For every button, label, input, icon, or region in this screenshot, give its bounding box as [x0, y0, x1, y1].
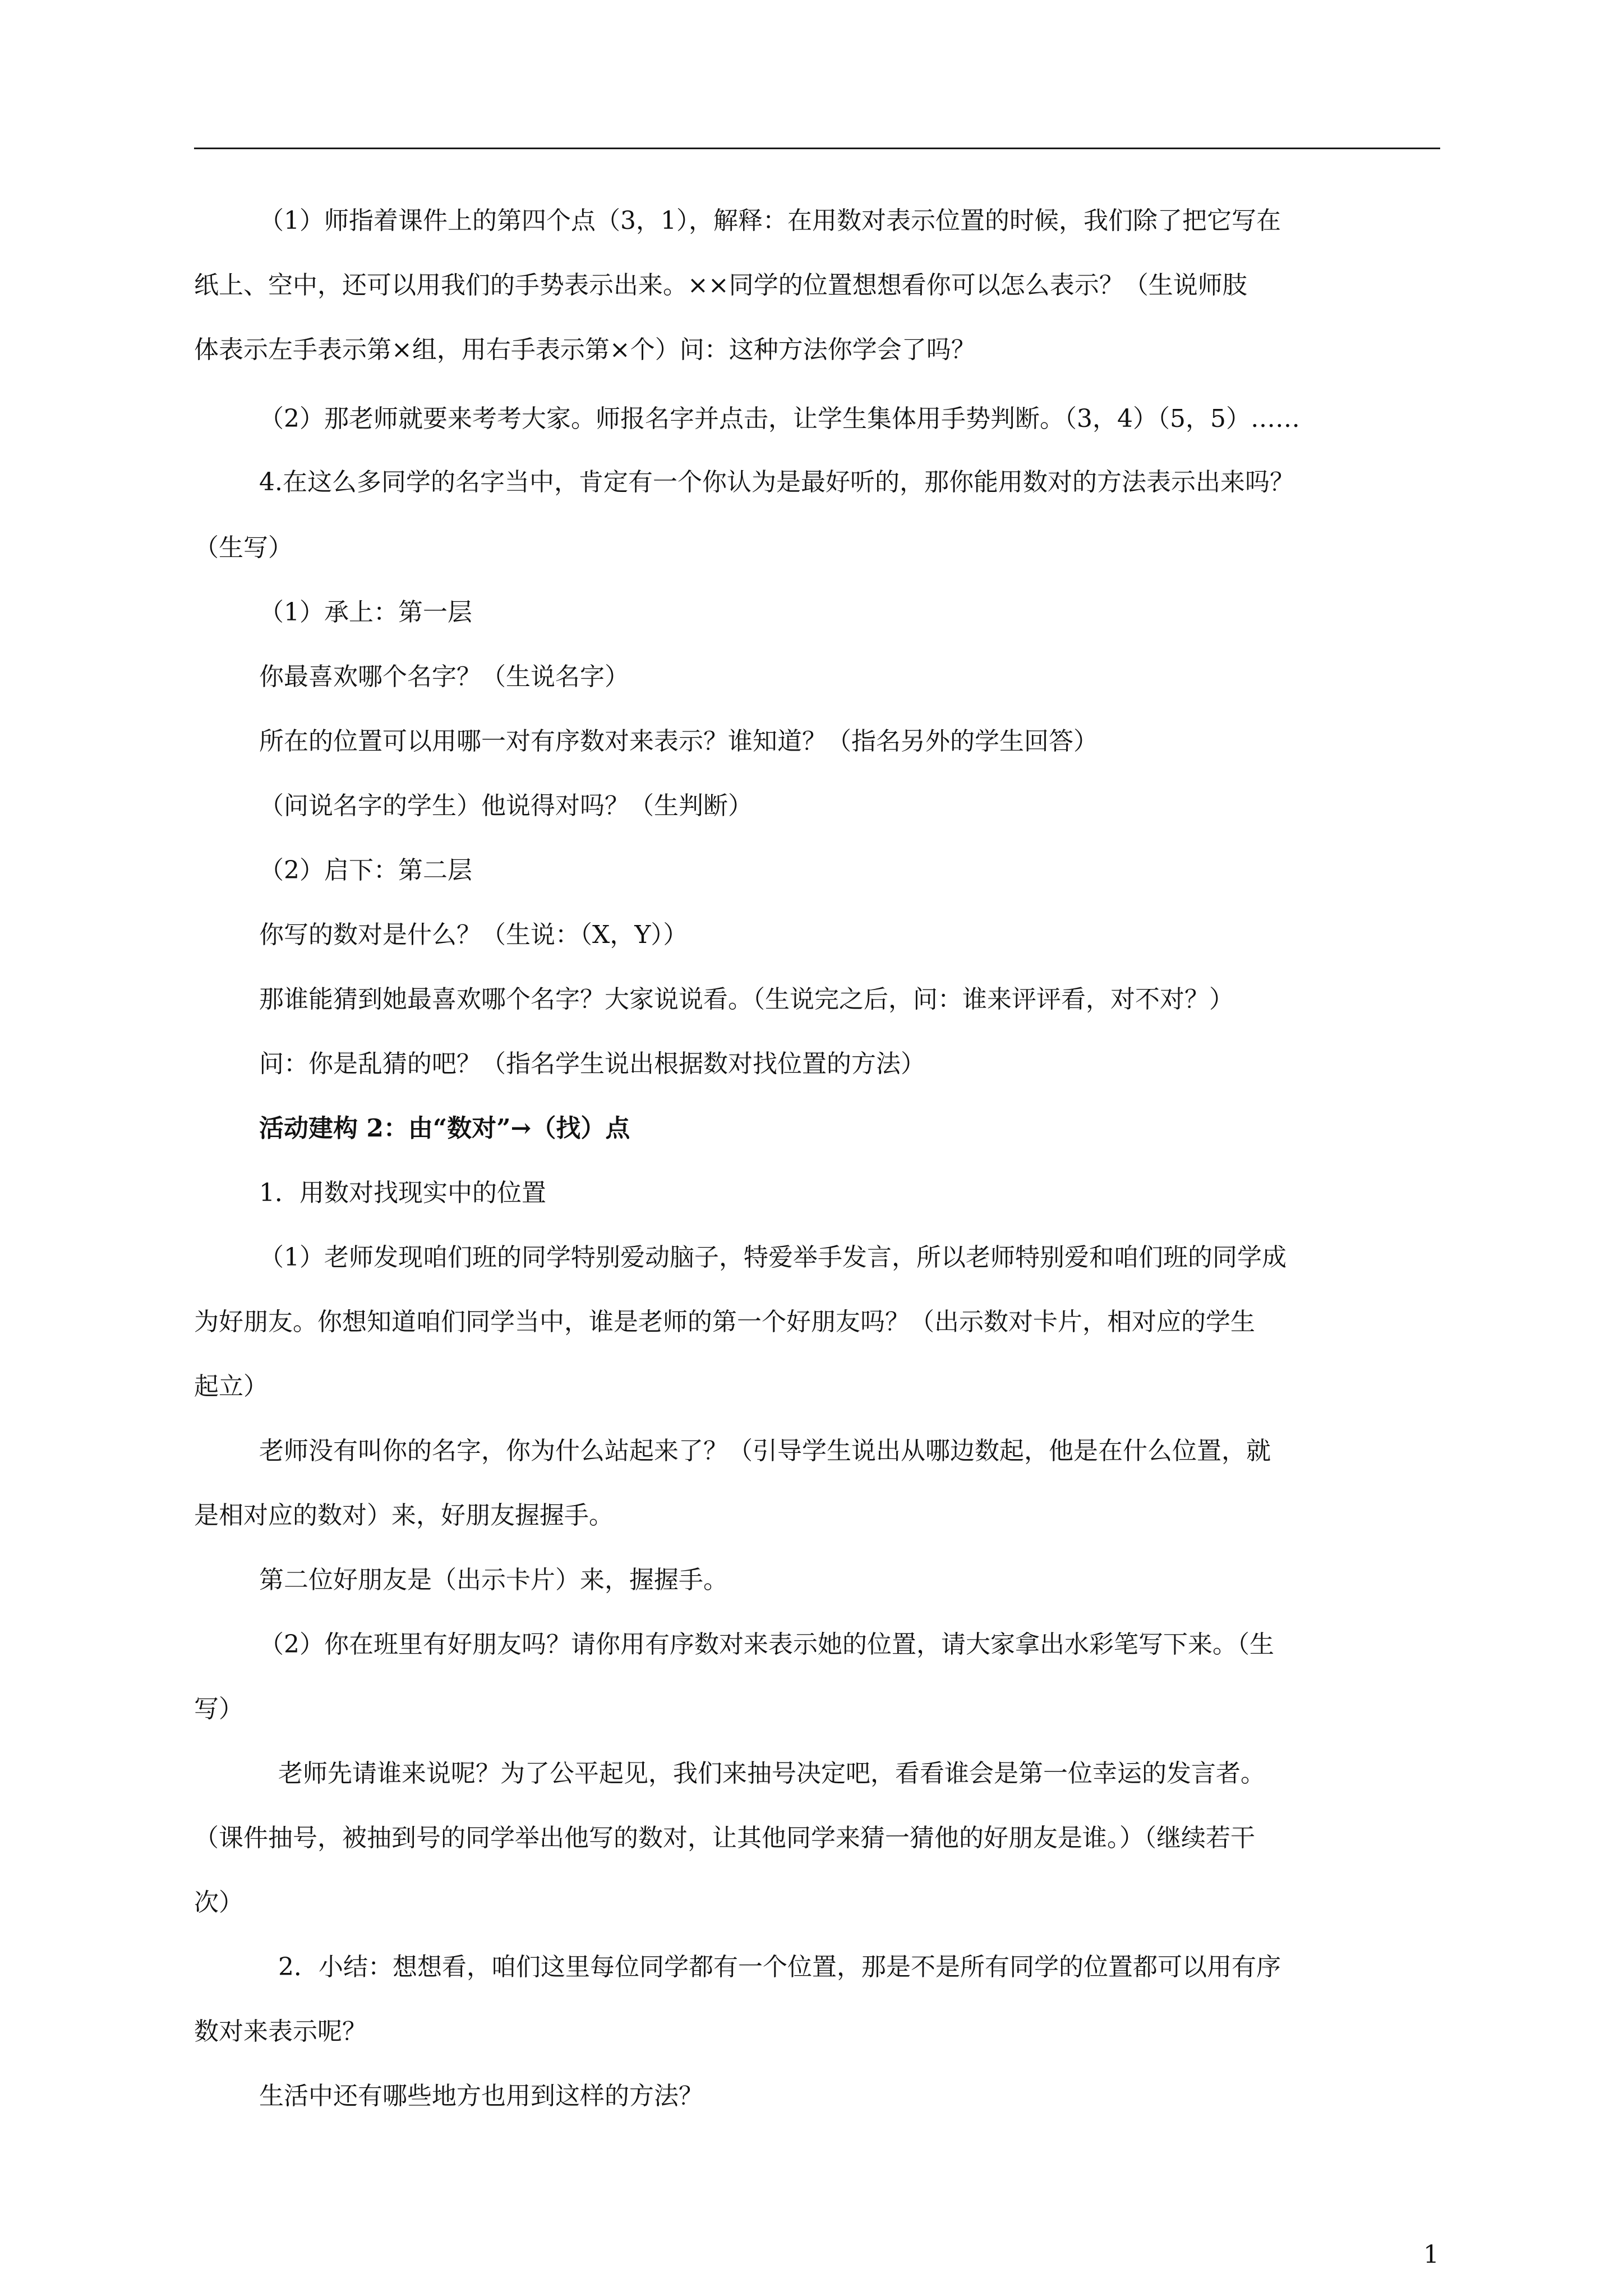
paragraph-line: 第二位好朋友是（出示卡片）来，握握手。 — [259, 1566, 728, 1594]
paragraph-line: 老师先请谁来说呢？为了公平起见，我们来抽号决定吧，看看谁会是第一位幸运的发言者。 — [278, 1759, 1265, 1788]
paragraph-line: 1．用数对找现实中的位置 — [259, 1179, 546, 1207]
paragraph-line: 写） — [194, 1695, 243, 1723]
paragraph-line: 问：你是乱猜的吧？（指名学生说出根据数对找位置的方法） — [259, 1050, 925, 1078]
paragraph-line: 4.在这么多同学的名字当中，肯定有一个你认为是最好听的，那你能用数对的方法表示出来吗？ — [259, 468, 1294, 496]
paragraph-line: （问说名字的学生）他说得对吗？（生判断） — [259, 792, 753, 820]
paragraph-line: 数对来表示呢？ — [194, 2017, 367, 2046]
paragraph-line: 是相对应的数对）来，好朋友握握手。 — [194, 1501, 614, 1530]
paragraph-line: （2）你在班里有好朋友吗？请你用有序数对来表示她的位置，请大家拿出水彩笔写下来。（生 — [259, 1630, 1274, 1659]
paragraph-line: 你写的数对是什么？（生说：（X，Y）） — [259, 921, 688, 949]
paragraph-line: 老师没有叫你的名字，你为什么站起来了？（引导学生说出从哪边数起，他是在什么位置，就 — [259, 1437, 1271, 1465]
paragraph-line: 纸上、空中，还可以用我们的手势表示出来。××同学的位置想想看你可以怎么表示？（生说师肢 — [194, 271, 1247, 300]
header-rule — [194, 148, 1440, 149]
paragraph-line: 所在的位置可以用哪一对有序数对来表示？谁知道？（指名另外的学生回答） — [259, 727, 1098, 756]
paragraph-line: （1）师指着课件上的第四个点（3，1），解释：在用数对表示位置的时候，我们除了把它写在 — [259, 206, 1281, 235]
paragraph-line: （生写） — [194, 533, 293, 562]
paragraph-line: （课件抽号，被抽到号的同学举出他写的数对，让其他同学来猜一猜他的好朋友是谁。）（继续若干 — [194, 1824, 1255, 1852]
paragraph-line: 体表示左手表示第×组，用右手表示第×个）问：这种方法你学会了吗？ — [194, 335, 976, 364]
paragraph-line: （1）承上：第一层 — [259, 598, 472, 627]
paragraph-line: 为好朋友。你想知道咱们同学当中，谁是老师的第一个好朋友吗？（出示数对卡片，相对应的学生 — [194, 1308, 1255, 1336]
paragraph-line: （1）老师发现咱们班的同学特别爱动脑子，特爱举手发言，所以老师特别爱和咱们班的同学成 — [259, 1243, 1287, 1272]
paragraph-line: 2．小结：想想看，咱们这里每位同学都有一个位置，那是不是所有同学的位置都可以用有序 — [278, 1953, 1281, 1981]
paragraph-line: 生活中还有哪些地方也用到这样的方法？ — [259, 2082, 703, 2110]
page-number: 1 — [1423, 2240, 1439, 2269]
paragraph-line: 那谁能猜到她最喜欢哪个名字？大家说说看。（生说完之后，问：谁来评评看，对不对？） — [259, 985, 1234, 1014]
paragraph-line: 起立） — [194, 1372, 268, 1401]
paragraph-line: （2）那老师就要来考考大家。师报名字并点击，让学生集体用手势判断。（3，4）（5，5）…… — [259, 404, 1300, 433]
paragraph-line: 你最喜欢哪个名字？（生说名字） — [259, 662, 629, 691]
paragraph-line: （2）启下：第二层 — [259, 856, 472, 885]
paragraph-line: 次） — [194, 1888, 243, 1917]
section-heading: 活动建构 2：由“数对”→（找）点 — [259, 1114, 630, 1143]
